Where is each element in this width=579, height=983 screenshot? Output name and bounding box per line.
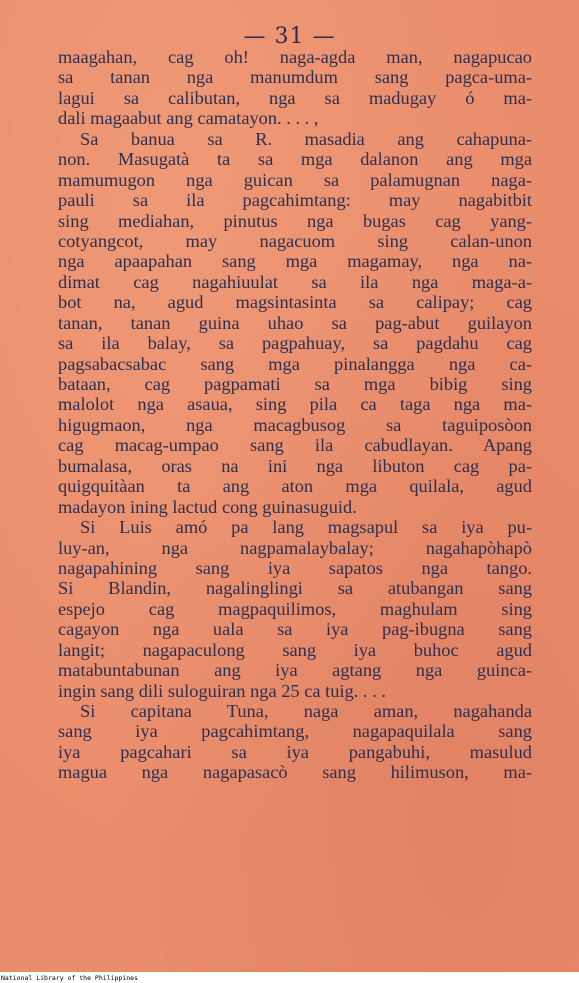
text-line: langit; nagapaculong sang iya buhoc agud [58,639,532,660]
body-text [58,47,532,783]
text-line: lagui sa calibutan, nga sa madugay ó ma- [58,87,532,108]
text-line: bataan, cag pagpamati sa mga bibig sing [58,374,532,394]
paragraph-first-line: Sa banua sa R. masadia ang cahapuna- [80,128,532,149]
text-line: sing mediahan, pinutus nga bugas cag yang- [58,210,532,231]
text-line: nga apaapahan sang mga magamay, nga na- [58,251,532,272]
text-line: nagapahining sang iya sapatos nga tango. [58,557,532,578]
text-line: non. Masugatà ta sa mga dalanon ang mga [58,149,532,170]
text-line: pagsabacsabac sang mga pinalangga nga ca- [58,353,532,374]
text-line: sang iya pagcahimtang, nagapaquilala sang [58,721,532,742]
text-line: luy-an, nga nagpamalaybalay; nagahapòhapò [58,537,532,558]
text-line: mamumugon nga guican sa palamugnan naga- [58,169,532,190]
text-line: matabuntabunan ang iya agtang nga guinca- [58,660,532,681]
text-line: madayon ining lactud cong guinasuguid. [58,496,357,517]
paragraph-first-line: Si capitana Tuna, naga aman, nagahanda [80,701,532,721]
text-line: espejo cag magpaquilimos, maghulam sing [58,598,532,619]
text-line: malolot nga asaua, sing pila ca taga nga ma- [58,394,532,415]
text-line: bumalasa, oras na ini nga libuton cag pa- [58,455,532,476]
text-line: dimat cag nagahiuulat sa ila nga maga-a- [58,271,532,292]
text-line: cagayon nga uala sa iya pag-ibugna sang [58,619,532,640]
paragraph-first-line: Si Luis amó pa lang magsapul sa iya pu- [80,517,532,538]
library-credit: National Library of the Philippines [1,974,138,982]
text-line: sa tanan nga manumdum sang pagca-uma- [58,67,532,88]
text-line: tanan, tanan guina uhao sa pag-abut guilayon [58,312,532,333]
text-line: magua nga nagapasacò sang hilimuson, ma- [58,762,532,783]
text-line: bot na, agud magsintasinta sa calipay; cag [58,292,532,313]
text-line: quigquitàan ta ang aton mga quilala, agud [58,476,532,497]
page-number: — 31 — [243,24,336,49]
text-line: pauli sa ila pagcahimtang: may nagabitbit [58,190,532,211]
text-line: higugmaon, nga macagbusog sa taguiposòon [58,414,532,435]
text-line: sa ila balay, sa pagpahuay, sa pagdahu cag [58,333,532,354]
text-line: ingin sang dili suloguiran nga 25 ca tuig. . . . [58,680,386,701]
text-line: maagahan, cag oh! naga-agda man, nagapucao [58,47,532,67]
text-line: Si Blandin, nagalinglingi sa atubangan sang [58,578,532,599]
text-line: iya pagcahari sa iya pangabuhi, masulud [58,741,532,762]
text-line: cag macag-umpao sang ila cabudlayan. Apang [58,435,532,456]
text-line: dali magaabut ang camatayon. . . . , [58,108,319,129]
text-line: cotyangcot, may nagacuom sing calan-unon [58,230,532,251]
